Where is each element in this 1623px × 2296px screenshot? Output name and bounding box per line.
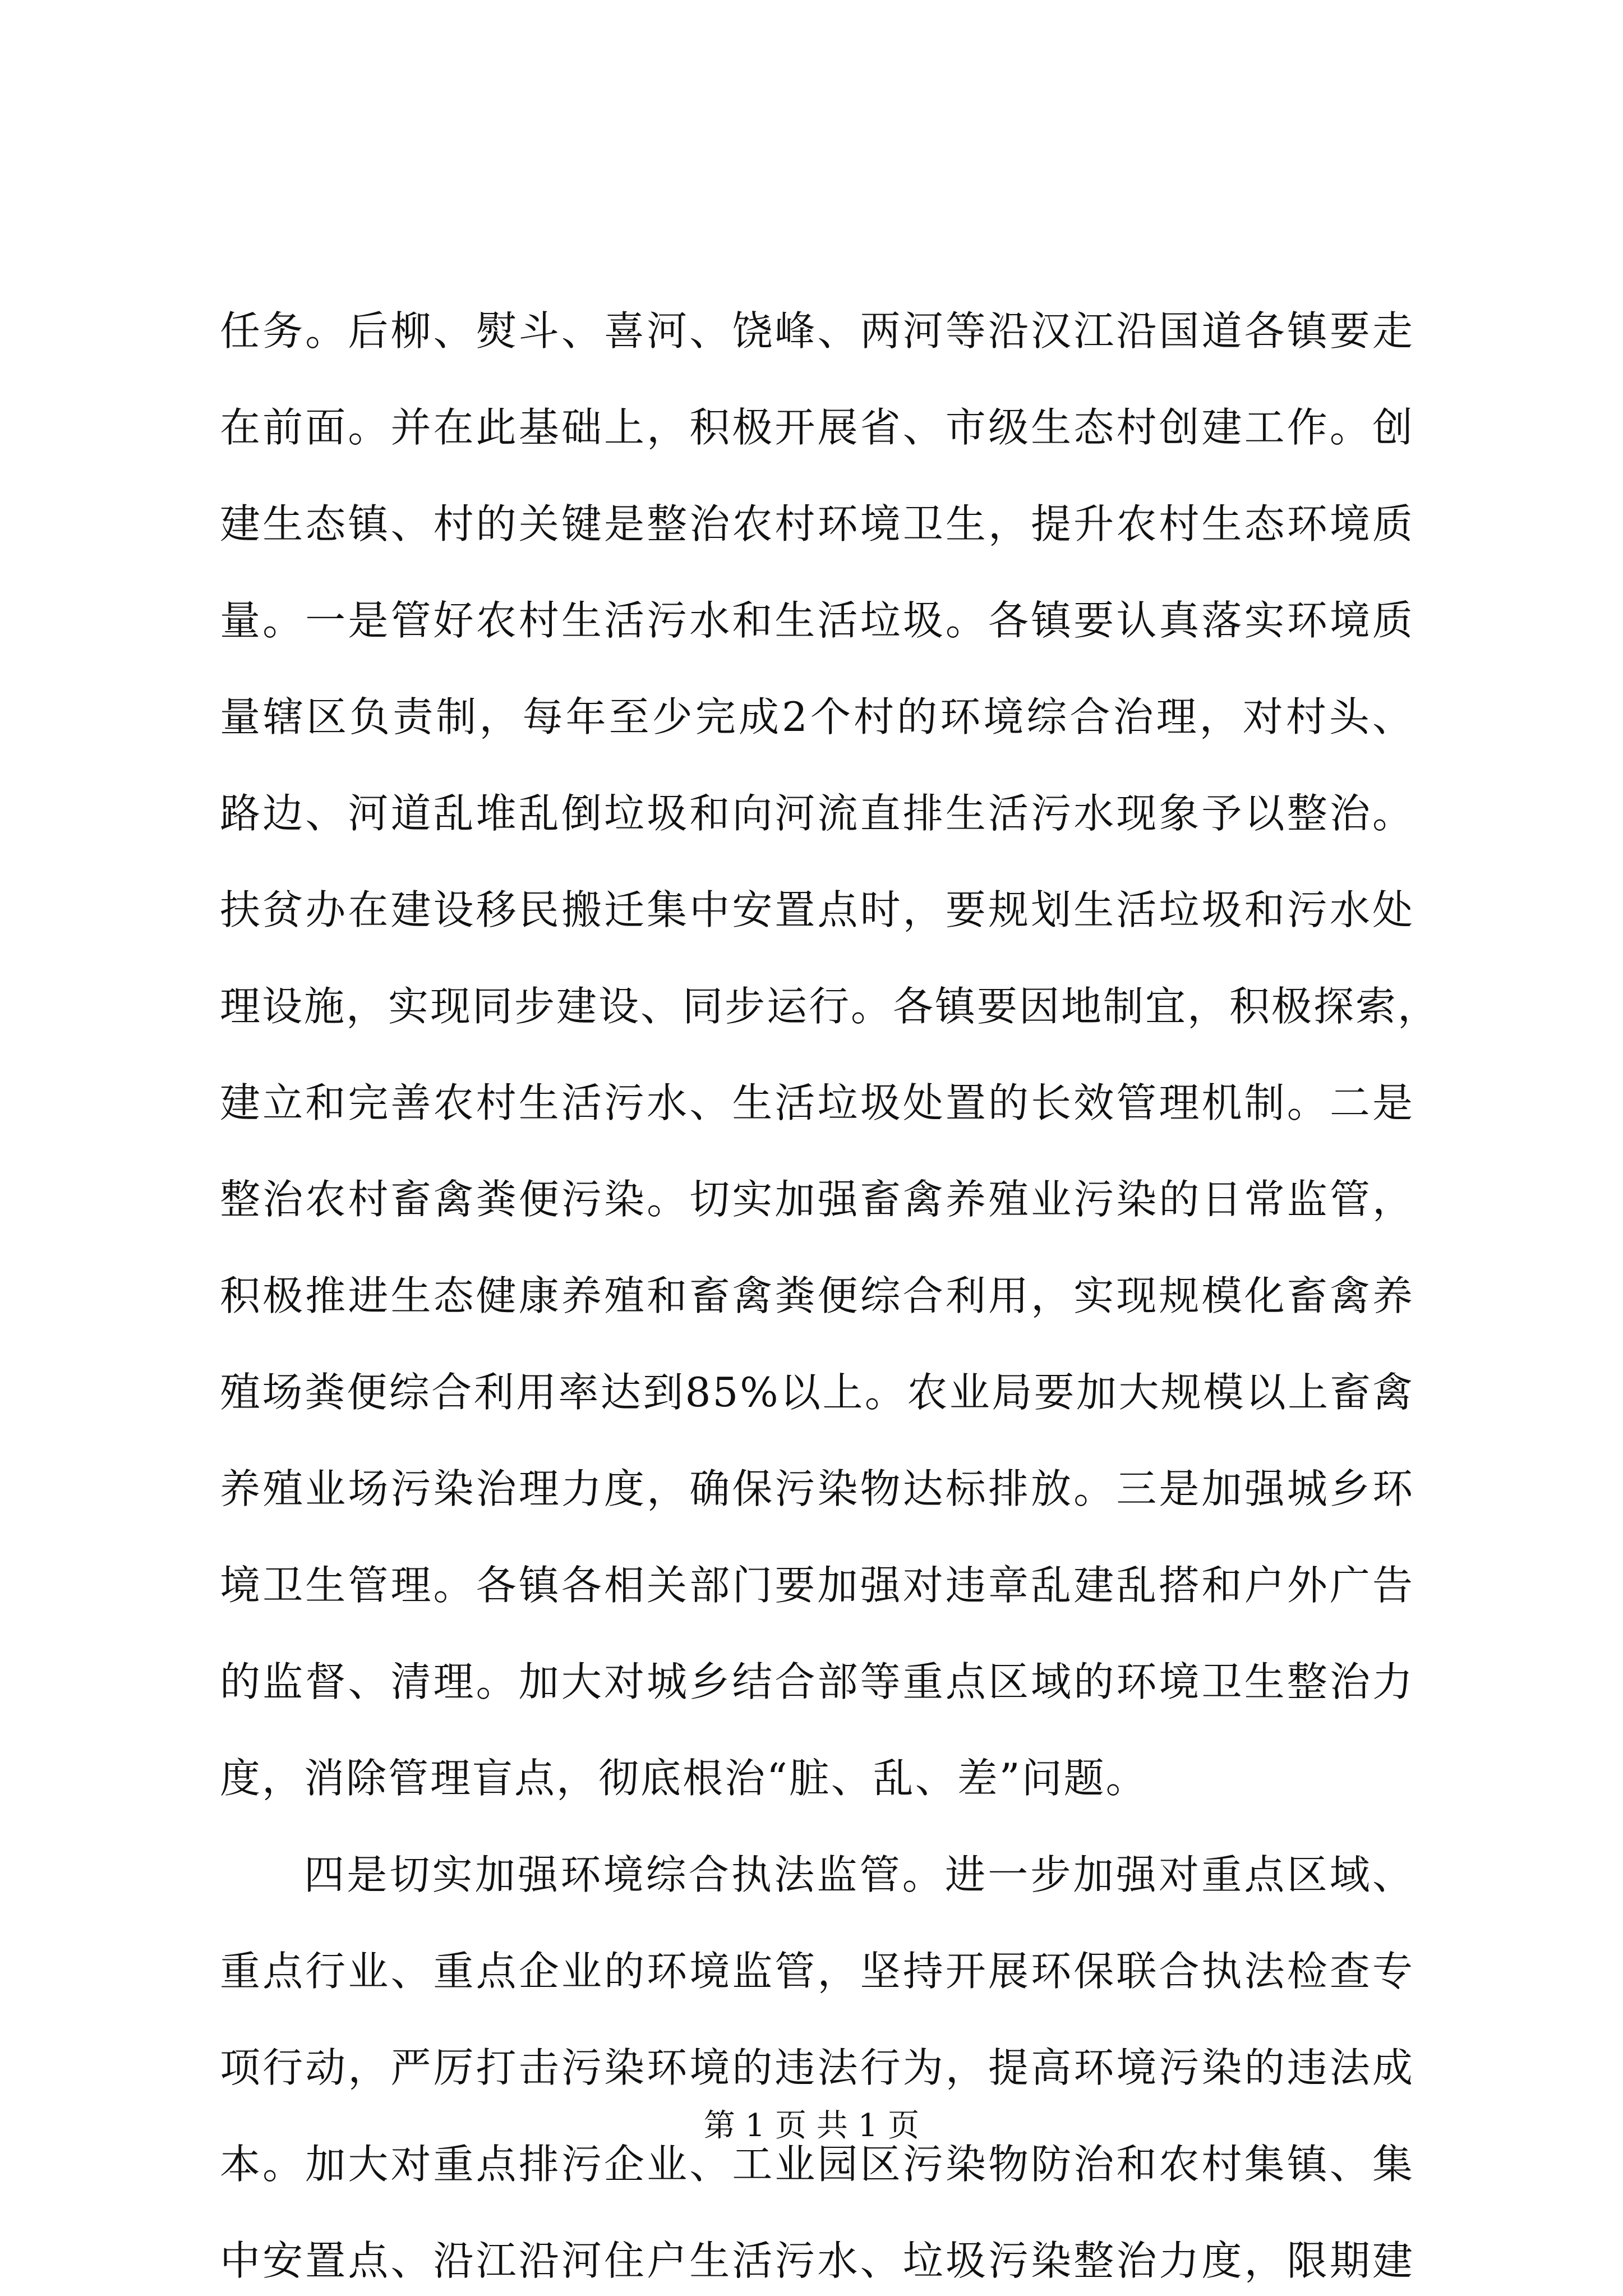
text-line: 的监督、清理。加大对城乡结合部等重点区域的环境卫生整治力 — [220, 1658, 1414, 1705]
text-line: 量。一是管好农村生活污水和生活垃圾。各镇要认真落实环境质 — [220, 597, 1414, 644]
text-line: 殖场粪便综合利用率达到85%以上。农业局要加大规模以上畜禽 — [220, 1369, 1414, 1416]
paragraph-first-line: 四是切实加强环境综合执法监管。进一步加强对重点区域、 — [304, 1851, 1414, 1898]
text-line: 境卫生管理。各镇各相关部门要加强对违章乱建乱搭和户外广告 — [220, 1562, 1414, 1609]
text-line: 中安置点、沿江沿河住户生活污水、垃圾污染整治力度，限期建 — [220, 2237, 1414, 2284]
text-line: 任务。后柳、熨斗、喜河、饶峰、两河等沿汉江沿国道各镇要走 — [220, 307, 1414, 355]
paragraph-last-line: 度，消除管理盲点，彻底根治“脏、乱、差”问题。 — [220, 1755, 1148, 1802]
text-line: 扶贫办在建设移民搬迁集中安置点时，要规划生活垃圾和污水处 — [220, 886, 1414, 933]
text-line: 本。加大对重点排污企业、工业园区污染物防治和农村集镇、集 — [220, 2141, 1414, 2188]
text-line: 量辖区负责制，每年至少完成2个村的环境综合治理，对村头、 — [220, 693, 1414, 740]
text-line: 理设施，实现同步建设、同步运行。各镇要因地制宜，积极探索， — [220, 983, 1440, 1030]
text-line: 整治农村畜禽粪便污染。切实加强畜禽养殖业污染的日常监管， — [220, 1176, 1414, 1223]
page-number-footer: 第 1 页 共 1 页 — [703, 2108, 920, 2144]
text-line: 积极推进生态健康养殖和畜禽粪便综合利用，实现规模化畜禽养 — [220, 1272, 1414, 1319]
text-line: 重点行业、重点企业的环境监管，坚持开展环保联合执法检查专 — [220, 1948, 1414, 1995]
text-line: 建立和完善农村生活污水、生活垃圾处置的长效管理机制。二是 — [220, 1079, 1414, 1126]
text-line: 项行动，严厉打击污染环境的违法行为，提高环境污染的违法成 — [220, 2044, 1414, 2091]
text-line: 养殖业场污染治理力度，确保污染物达标排放。三是加强城乡环 — [220, 1465, 1414, 1512]
text-line: 建生态镇、村的关键是整治农村环境卫生，提升农村生态环境质 — [220, 500, 1414, 547]
text-line: 在前面。并在此基础上，积极开展省、市级生态村创建工作。创 — [220, 404, 1414, 451]
text-line: 路边、河道乱堆乱倒垃圾和向河流直排生活污水现象予以整治。 — [220, 790, 1414, 837]
